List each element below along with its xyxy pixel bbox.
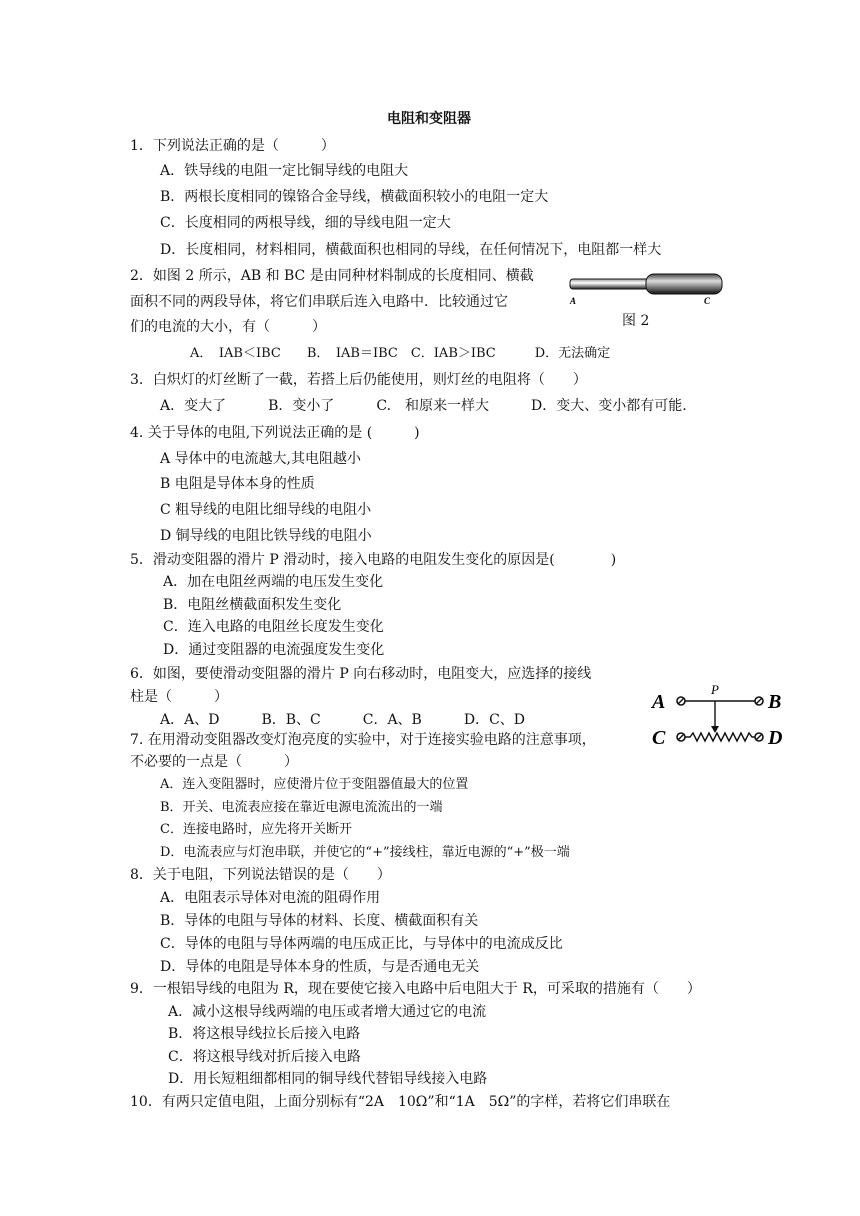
option: A 导体中的电流越大,其电阻越小 — [160, 451, 362, 467]
option: B．导体的电阻与导体的材料、长度、横截面积有关 — [160, 913, 479, 929]
segment-ab — [570, 279, 650, 289]
label-p: P — [711, 682, 719, 697]
question-stem: 4. 关于导体的电阻,下列说法正确的是 ( ) — [130, 425, 420, 441]
option: A．铁导线的电阻一定比铜导线的电阻大 — [160, 163, 409, 179]
label-d: D — [768, 727, 783, 749]
page-title: 电阻和变阻器 — [387, 111, 471, 127]
option: A．电阻表示导体对电流的阻碍作用 — [160, 890, 381, 906]
question-stem: 3．白炽灯的灯丝断了一截，若搭上后仍能使用，则灯丝的电阻将（ ） — [130, 372, 587, 388]
option: A．减小这根导线两端的电压或者增大通过它的电流 — [168, 1004, 487, 1020]
label-c: C — [652, 727, 666, 749]
question-stem: 9．一根铝导线的电阻为 R，现在要使它接入电路中后电阻大于 R，可采取的措施有（ ） — [130, 981, 701, 997]
figure-2 — [566, 270, 726, 330]
question-stem: 2．如图 2 所示，AB 和 BC 是由同种材料制成的长度相同、横截 — [130, 268, 534, 284]
option: A．连入变阻器时，应使滑片位于变阻器值最大的位置 — [160, 777, 469, 792]
rheostat-figure — [650, 680, 790, 750]
option: C．将这根导线对折后接入电路 — [168, 1049, 361, 1065]
option: B．将这根导线拉长后接入电路 — [168, 1026, 361, 1042]
option: D．用长短粗细都相同的铜导线代替铝导线接入电路 — [168, 1071, 488, 1087]
figure-caption: 图 2 — [622, 313, 650, 329]
option: B．电阻丝横截面积发生变化 — [163, 597, 342, 613]
question-stem: 1．下列说法正确的是（ ） — [130, 138, 335, 154]
question-stem: 柱是（ ） — [130, 689, 228, 705]
rheostat-diagram — [650, 680, 790, 750]
question-stem: 6．如图，要使滑动变阻器的滑片 P 向右移动时，电阻变大，应选择的接线 — [130, 666, 592, 682]
option: A． IAB＜IBC B． IAB＝IBC C．IAB＞IBC D．无法确定 — [190, 346, 611, 361]
question-stem: 5．滑动变阻器的滑片 P 滑动时，接入电路的电阻发生变化的原因是( ) — [130, 552, 617, 568]
option: C．长度相同的两根导线，细的导线电阻一定大 — [160, 215, 451, 231]
question-stem: 们的电流的大小，有（ ） — [130, 319, 326, 335]
label-b: B — [768, 691, 782, 713]
segment-bc — [646, 274, 722, 294]
option: B．开关、电流表应接在靠近电源电流流出的一端 — [160, 800, 443, 815]
option: B 电阻是导体本身的性质 — [160, 476, 315, 492]
label-a: A — [570, 296, 577, 306]
option: C．导体的电阻与导体两端的电压成正比，与导体中的电流成反比 — [160, 936, 563, 952]
resistance-coil — [685, 733, 755, 741]
option: D．通过变阻器的电流强度发生变化 — [163, 642, 385, 658]
label-a: A — [652, 691, 666, 713]
option: D．导体的电阻是导体本身的性质，与是否通电无关 — [160, 959, 480, 975]
option: C 粗导线的电阻比细导线的电阻小 — [160, 502, 372, 518]
option: D 铜导线的电阻比铁导线的电阻小 — [160, 528, 372, 544]
option: C．连入电路的电阻丝长度发生变化 — [163, 619, 384, 635]
option: B．两根长度相同的镍铬合金导线，横截面积较小的电阻一定大 — [160, 189, 549, 205]
option: D．电流表应与灯泡串联，并使它的“+”接线柱，靠近电源的“+”极一端 — [160, 845, 570, 860]
option: D．长度相同，材料相同，横截面积也相同的导线，在任何情况下，电阻都一样大 — [160, 242, 662, 258]
option: A．变大了 B．变小了 C. 和原来一样大 D．变大、变小都有可能. — [160, 398, 687, 414]
option: A．加在电阻丝两端的电压发生变化 — [163, 574, 384, 590]
option: C．连接电路时，应先将开关断开 — [160, 822, 352, 837]
label-c: C — [704, 296, 711, 306]
question-stem: 面积不同的两段导体，将它们串联后连入电路中．比较通过它 — [130, 294, 508, 310]
option: A．A、D B．B、C C．A、B D．C、D — [160, 712, 526, 728]
question-stem: 7. 在用滑动变阻器改变灯泡亮度的实验中，对于连接实验电路的注意事项， — [130, 732, 596, 748]
question-stem: 8．关于电阻，下列说法错误的是（ ） — [130, 867, 391, 883]
conductor-diagram — [566, 270, 726, 306]
question-stem: 不必要的一点是（ ） — [130, 754, 298, 770]
question-stem: 10．有两只定值电阻，上面分别标有“2A 10Ω”和“1A 5Ω”的字样，若将它们串联在 — [130, 1094, 671, 1110]
